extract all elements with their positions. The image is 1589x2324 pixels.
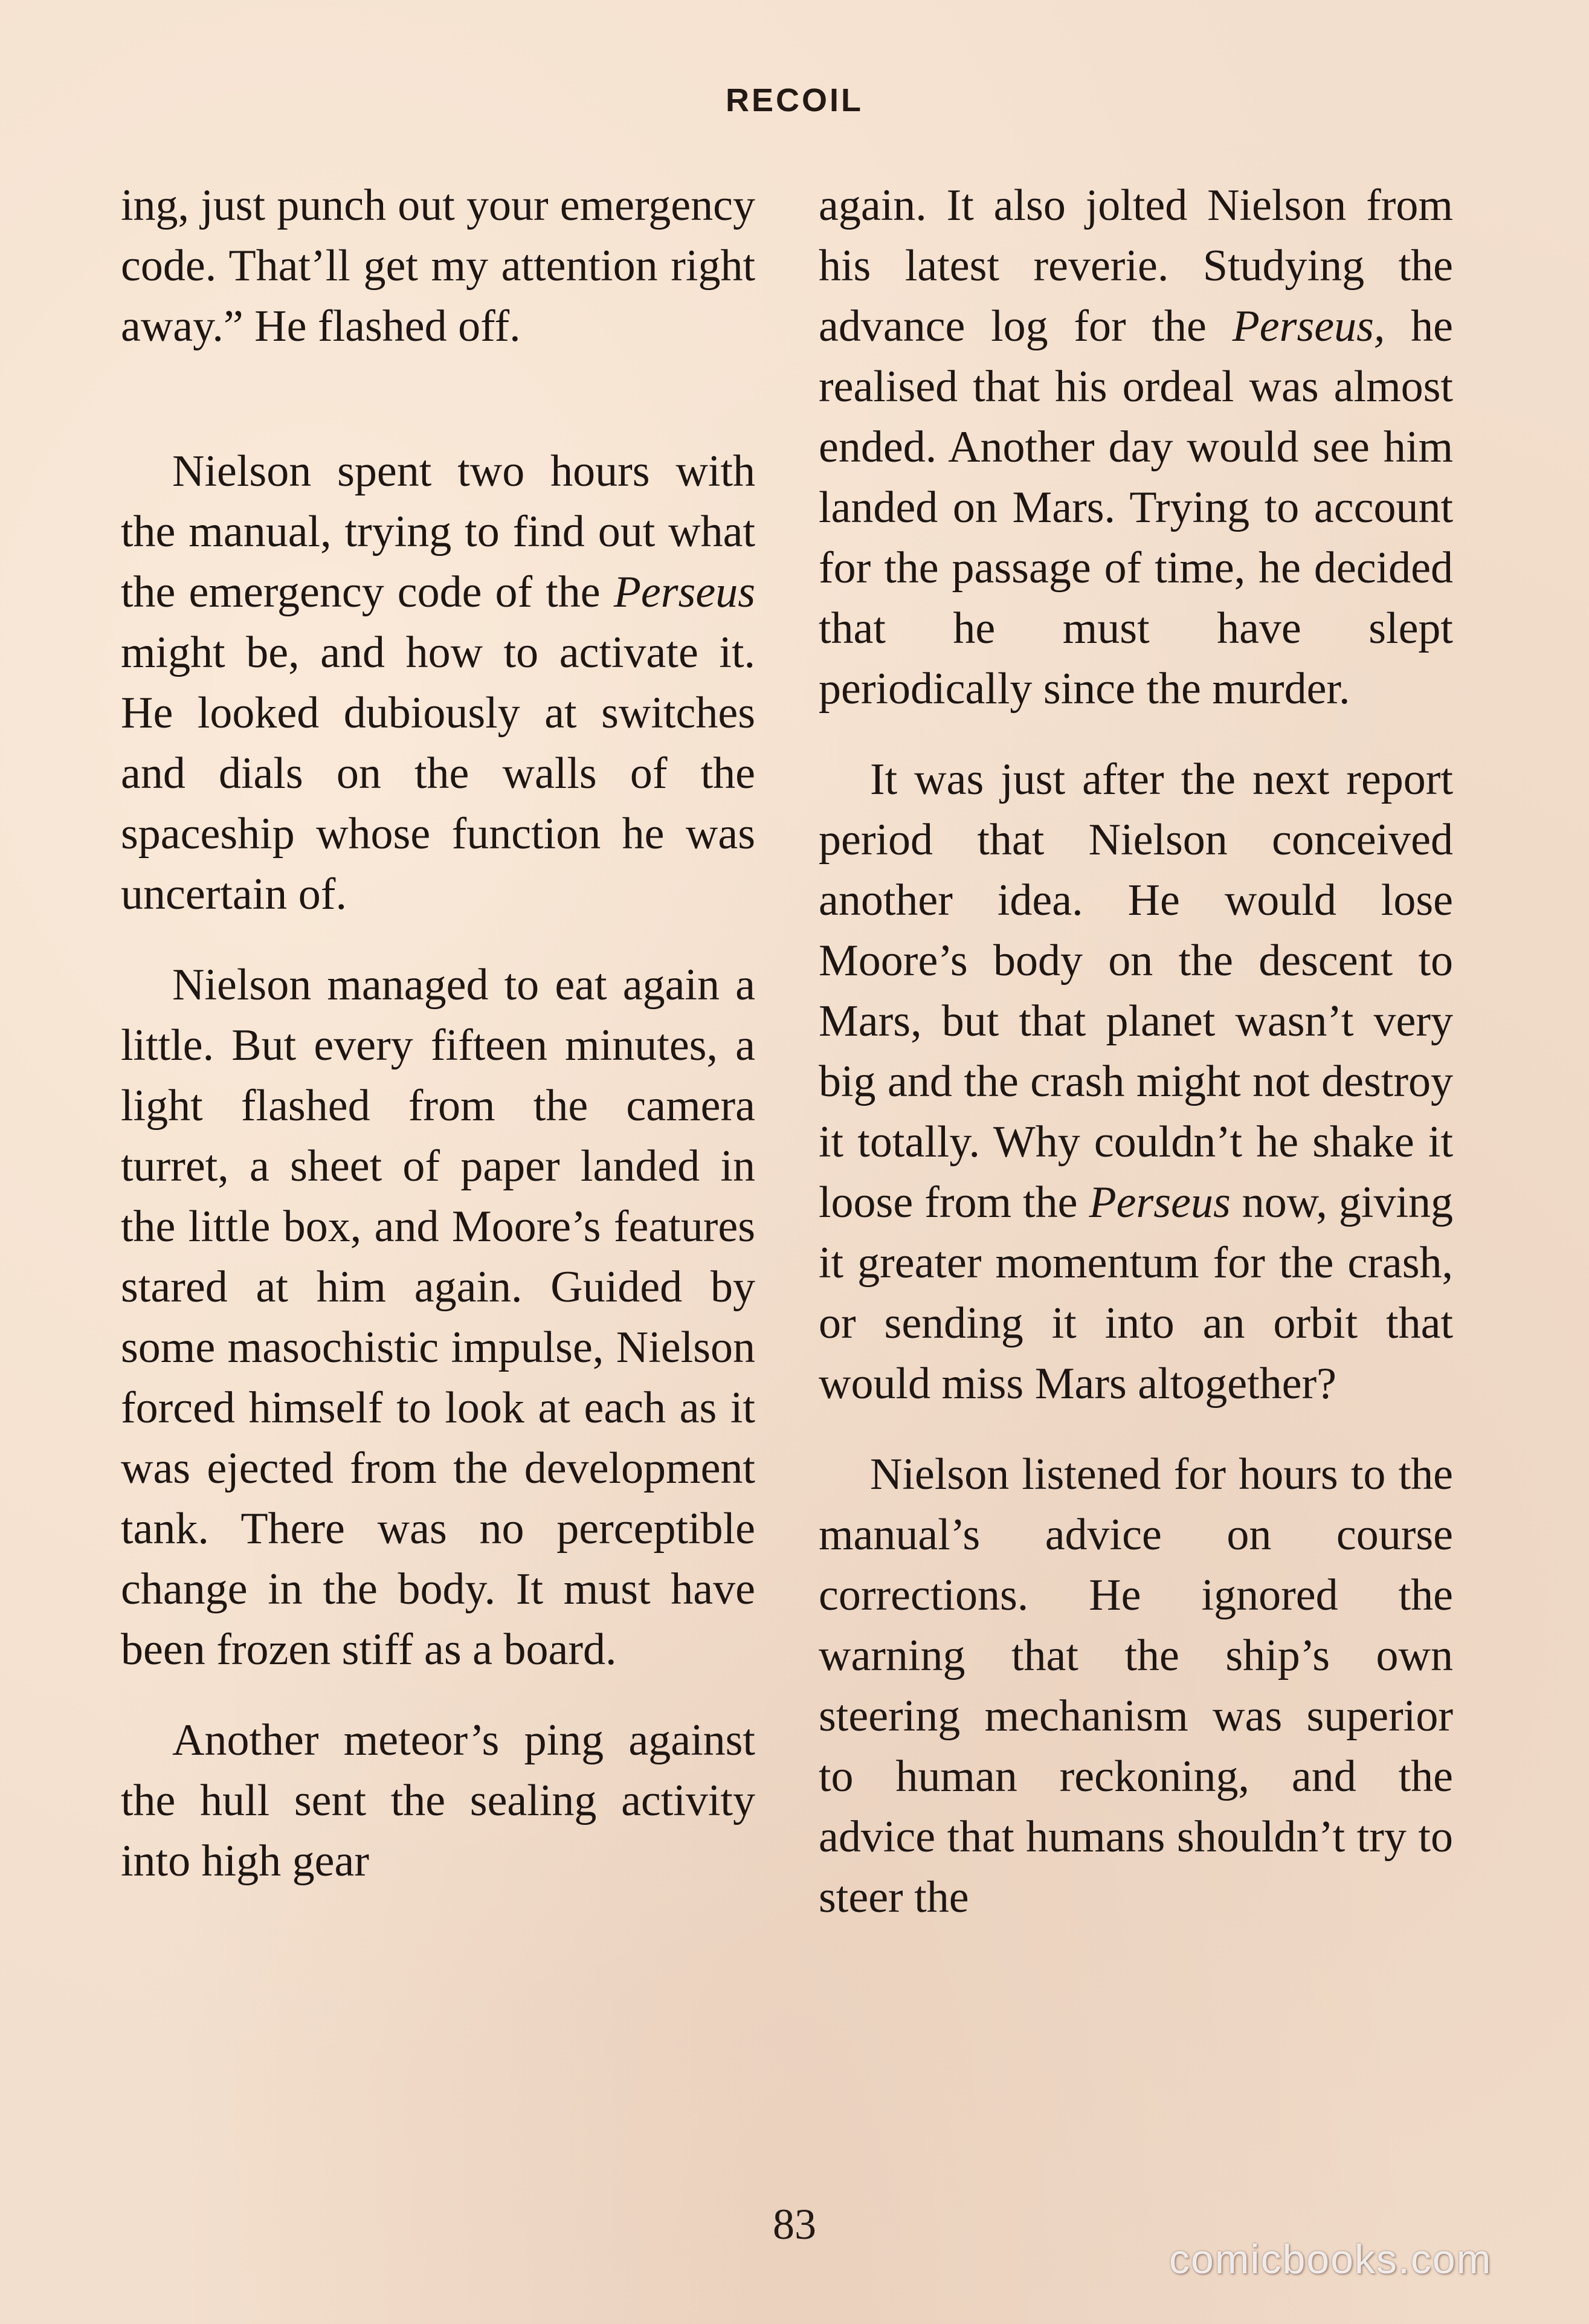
right-paragraph-1-italic: Perseus, (1232, 302, 1385, 351)
watermark-text: comicbooks.com (1169, 2236, 1492, 2282)
left-column (121, 175, 755, 1891)
running-head: RECOIL (725, 82, 863, 118)
right-paragraph-2-italic: Perseus (1089, 1178, 1231, 1227)
left-paragraph-4: Another meteor’s ping against the hull sent the sealing activity into high gear (121, 1716, 755, 1886)
right-paragraph-2-text-b: now, giving it greater momentum for the crash, or sending it into an orbit that would miss Mars altogether? (819, 1178, 1453, 1409)
right-paragraph-2-text-a: It was just after the next report period that Nielson conceived another idea. He would lose Moore’s body on the descent to Mars, but that planet wasn’t very big and the crash might not destroy it totally. Why couldn’t he shake it loose from the (819, 755, 1453, 1227)
left-paragraph-2-text-b: might be, and how to activate it. He looked dubiously at switches and dials on the walls of the spaceship whose function he was uncertain of. (121, 628, 755, 919)
right-paragraph-1-text-b: he realised that his ordeal was almost ended. Another day would see him landed on Mars. Trying to account for the passage of time, he decided that he must have slept periodically since the murder. (819, 302, 1453, 714)
left-paragraph-1: ing, just punch out your emergency code. That’ll get my attention right away.” He flashed off. (121, 181, 755, 351)
left-paragraph-3: Nielson managed to eat again a little. But every fifteen minutes, a light flashed from the camera turret, a sheet of paper landed in the little box, and Moore’s features stared at him again. Guided by some masochistic impulse, Nielson forced himself to look at each as it was ejected from the development tank. There was no perceptible change in the body. It must have been frozen stiff as a board. (121, 960, 755, 1674)
right-paragraph-2 (819, 749, 1453, 1414)
right-paragraph-3: Nielson listened for hours to the manual’s advice on course corrections. He ignored the warning that the ship’s own steering mechanism was superior to human reckoning, and the advice that humans shouldn’t try to steer the (819, 1450, 1453, 1922)
page-number: 83 (773, 2200, 816, 2248)
left-paragraph-2 (121, 441, 755, 925)
left-paragraph-2-italic: Perseus (613, 567, 755, 617)
right-column (819, 175, 1453, 1928)
right-paragraph-1-text-a: again. It also jolted Nielson from his latest reverie. Studying the advance log for the (819, 181, 1453, 351)
left-paragraph-2-text-a: Nielson spent two hours with the manual, trying to find out what the emergency code of the (121, 447, 755, 617)
right-paragraph-1 (819, 175, 1453, 719)
